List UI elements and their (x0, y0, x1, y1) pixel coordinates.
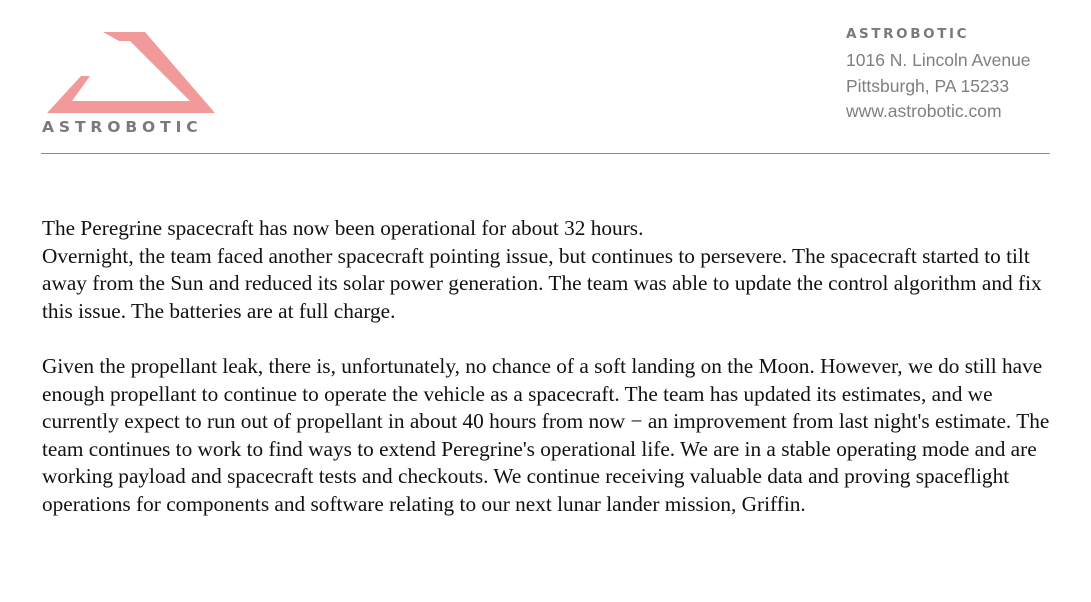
company-website: www.astrobotic.com (846, 101, 1002, 121)
logo-wordmark: ASTROBOTIC (42, 118, 203, 136)
astrobotic-logo (41, 28, 221, 138)
address-street: 1016 N. Lincoln Avenue (846, 50, 1031, 70)
astrobotic-trapezoid-logo-icon (41, 28, 221, 118)
company-address-block (846, 24, 1031, 125)
letter-body (42, 215, 1057, 519)
paragraph-spacer (42, 325, 1057, 353)
company-name: ASTROBOTIC (846, 26, 970, 42)
paragraph-1: Overnight, the team faced another spacecraft pointing issue, but continues to persevere. The spacecraft started to tilt away from the Sun and reduced its solar power generation. The team was able to update the control algorithm and fix this issue. The batteries are at full charge. (42, 243, 1042, 323)
paragraph-1-first-line: The Peregrine spacecraft has now been operational for about 32 hours. (42, 216, 644, 240)
paragraph-2: Given the propellant leak, there is, unfortunately, no chance of a soft landing on the Moon. However, we do still have enough propellant to continue to operate the vehicle as a spacecraft. The team has updated its estimates, and we currently expect to run out of propellant in about 40 hours from now − an improvement from last night's estimate. The team continues to work to find ways to extend Peregrine's operational life. We are in a stable operating mode and are working payload and spacecraft tests and checkouts. We continue receiving valuable data and proving spaceflight operations for components and software relating to our next lunar lander mission, Griffin. (42, 353, 1050, 516)
address-city: Pittsburgh, PA 15233 (846, 75, 1010, 96)
header-divider (41, 153, 1050, 154)
